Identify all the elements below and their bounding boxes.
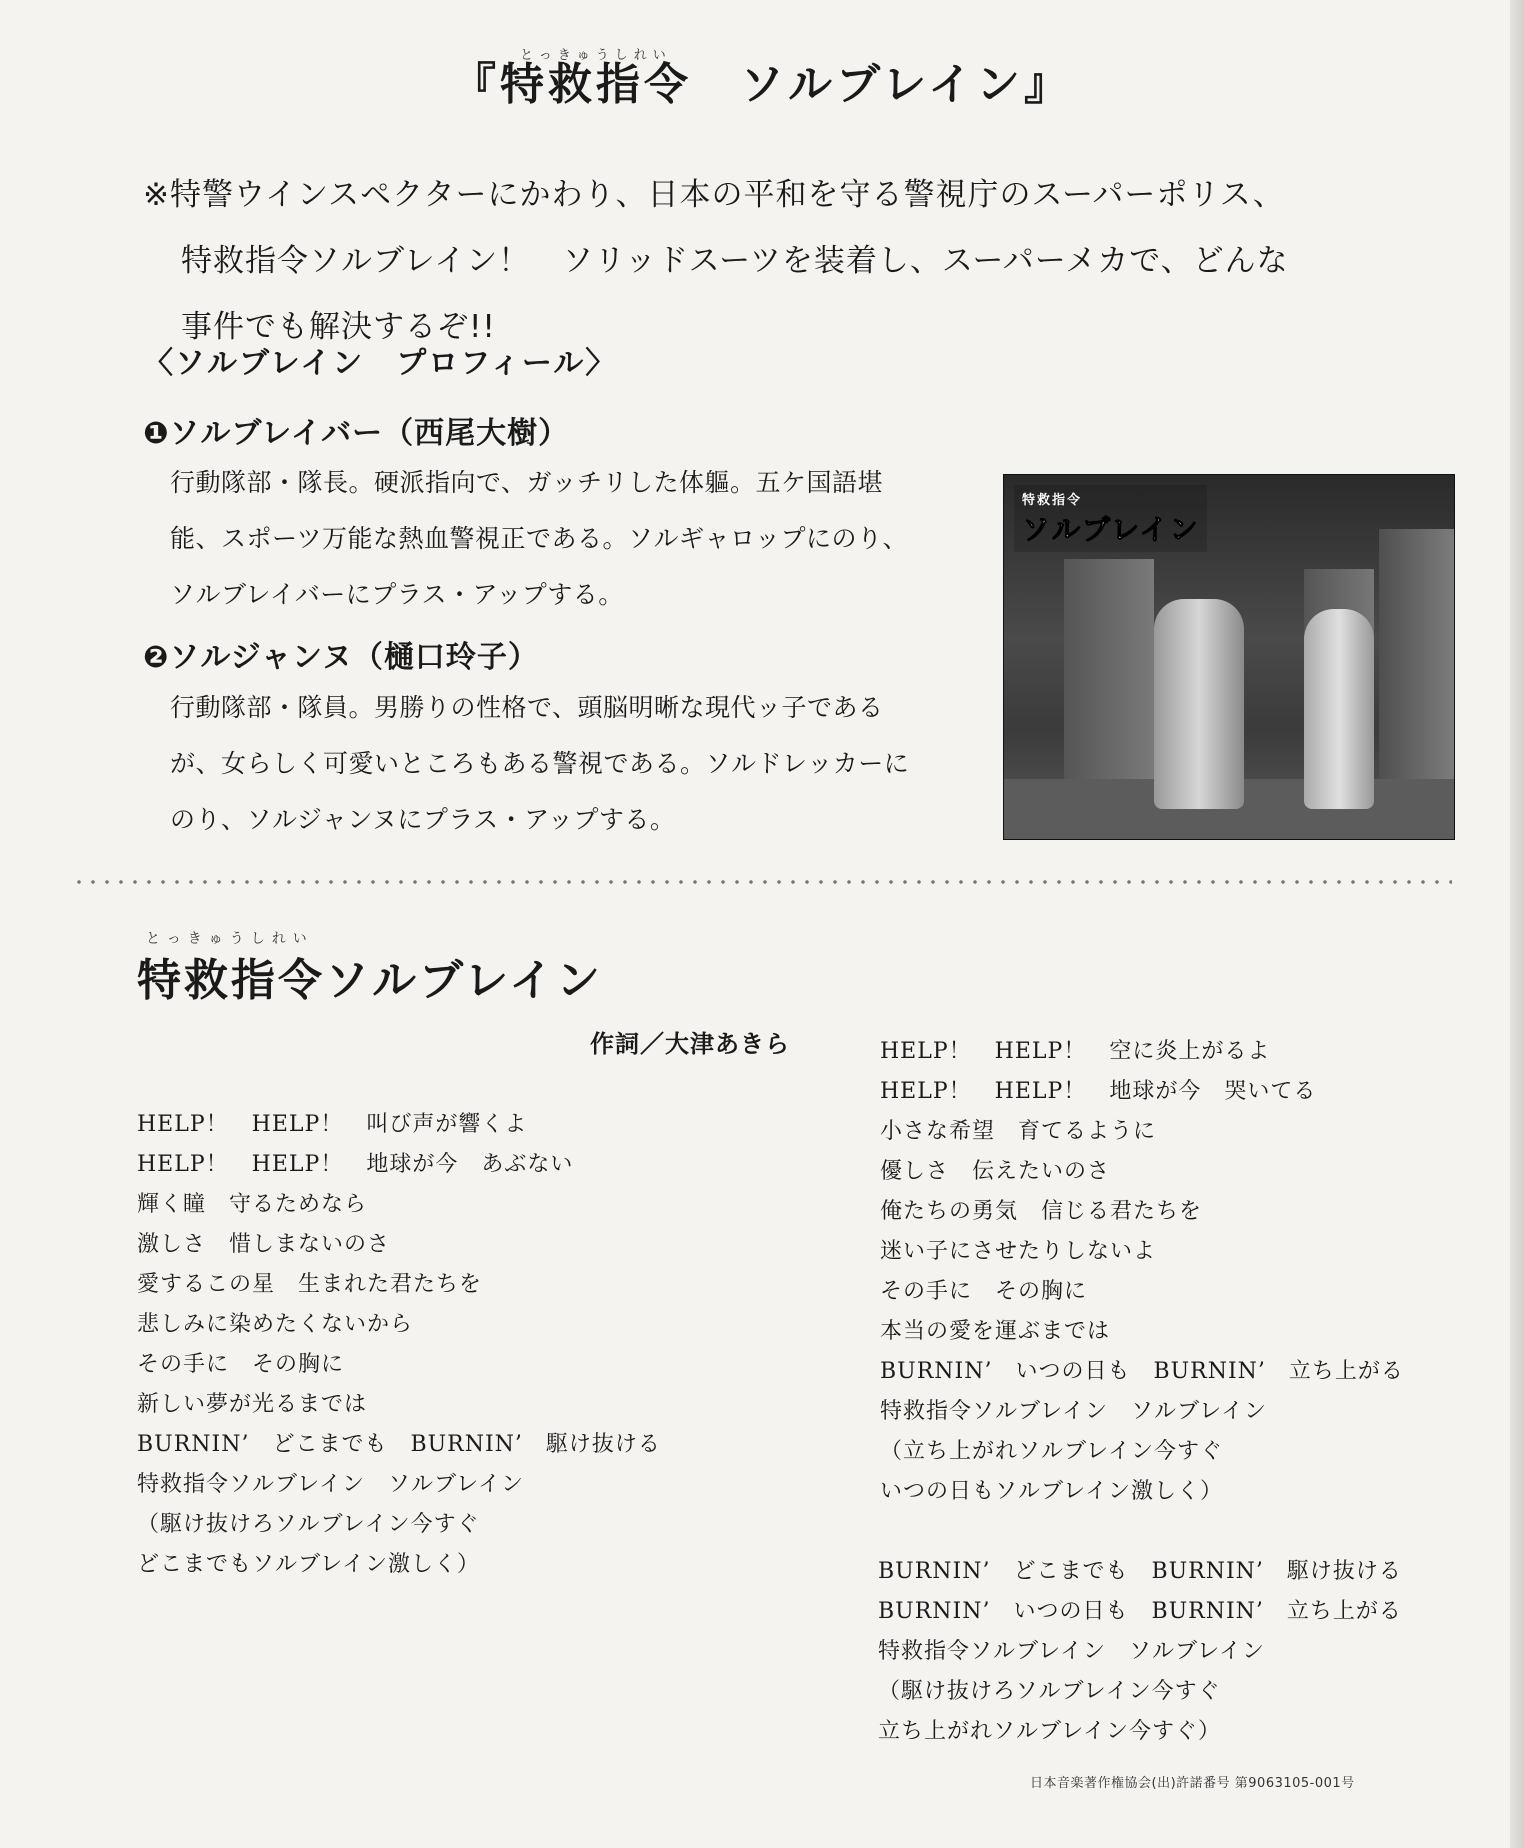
- profile-heading: 〈ソルブレイン プロフィール〉: [143, 346, 618, 381]
- photo-logo-small: 特救指令: [1022, 493, 1083, 508]
- desc-line: のり、ソルジャンヌにプラス・アップする。: [170, 805, 676, 834]
- lyric-line: HELP！ HELP！ 叫び声が響くよ: [137, 1112, 528, 1137]
- page-title: 『特救指令 ソルブレイン』: [451, 59, 1073, 110]
- lyric-line: 激しさ 惜しまないのさ: [137, 1232, 391, 1257]
- lyric-line: BURNIN’ いつの日も BURNIN’ 立ち上がる: [878, 1599, 1402, 1624]
- lyric-line: （駆け抜けろソルブレイン今すぐ: [878, 1679, 1221, 1704]
- intro-line-3: 事件でも解決するぞ!!: [181, 309, 496, 345]
- lyrics-verse-2: [880, 1032, 1404, 1512]
- lyric-line: 悲しみに染めたくないから: [137, 1312, 414, 1337]
- page-edge: [1510, 0, 1524, 1848]
- desc-line: 行動隊部・隊長。硬派指向で、ガッチリした体軀。五ケ国語堪: [170, 468, 884, 497]
- photo-logo: [1014, 485, 1207, 552]
- intro-line-2: 特救指令ソルブレイン！ ソリッドスーツを装着し、スーパーメカで、どんな: [181, 243, 1289, 279]
- title-ruby: とっきゅうしれい: [520, 48, 672, 63]
- lyric-line: 特救指令ソルブレイン ソルブレイン: [878, 1639, 1266, 1664]
- heroes-photo: [1003, 474, 1455, 840]
- photo-building: [1064, 559, 1154, 779]
- lyric-line: 優しさ 伝えたいのさ: [880, 1159, 1111, 1184]
- intro-line-1: ※特警ウインスペクターにかわり、日本の平和を守る警視庁のスーパーポリス、: [143, 177, 1285, 213]
- lyric-line: BURNIN’ どこまでも BURNIN’ 駆け抜ける: [878, 1559, 1402, 1584]
- lyric-line: HELP！ HELP！ 地球が今 あぶない: [137, 1152, 574, 1177]
- desc-line: 能、スポーツ万能な熱血警視正である。ソルギャロップにのり、: [170, 524, 909, 553]
- lyric-line: 特救指令ソルブレイン ソルブレイン: [880, 1399, 1268, 1424]
- desc-line: が、女らしく可愛いところもある警視である。ソルドレッカーに: [170, 749, 910, 778]
- lyric-line: 俺たちの勇気 信じる君たちを: [880, 1199, 1203, 1224]
- lyricist-credit: 作詞／大津あきら: [590, 1030, 790, 1058]
- photo-building: [1379, 529, 1454, 779]
- desc-line: ソルブレイバーにプラス・アップする。: [170, 580, 624, 609]
- character-desc-jeanne: [170, 680, 950, 848]
- lyric-line: その手に その胸に: [880, 1279, 1088, 1304]
- photo-logo-text: ソルブレイン: [1022, 513, 1200, 546]
- lyric-line: 小さな希望 育てるように: [880, 1119, 1157, 1144]
- lyric-line: 立ち上がれソルブレイン今すぐ）: [878, 1719, 1222, 1744]
- photo-hero-jeanne: [1304, 609, 1374, 809]
- character-desc-braver: [170, 455, 950, 623]
- lyrics-verse-3: [878, 1552, 1402, 1752]
- lyric-line: 愛するこの星 生まれた君たちを: [137, 1272, 483, 1297]
- lyric-line: 新しい夢が光るまでは: [137, 1392, 368, 1417]
- lyric-line: どこまでもソルブレイン激しく）: [137, 1552, 481, 1577]
- lyric-line: BURNIN’ どこまでも BURNIN’ 駆け抜ける: [137, 1432, 661, 1457]
- lyric-line: 本当の愛を運ぶまでは: [880, 1319, 1111, 1344]
- lyric-line: 迷い子にさせたりしないよ: [880, 1239, 1157, 1264]
- photo-hero-braver: [1154, 599, 1244, 809]
- lyric-line: いつの日もソルブレイン激しく）: [880, 1479, 1224, 1504]
- dotted-divider: [72, 878, 1452, 886]
- song-title-ruby: とっきゅうしれい: [146, 931, 314, 947]
- character-name-braver: ❶ソルブレイバー（西尾大樹）: [143, 416, 570, 451]
- lyrics-verse-1: [137, 1105, 661, 1585]
- character-name-jeanne: ❷ソルジャンヌ（樋口玲子）: [143, 640, 539, 675]
- lyric-line: 特救指令ソルブレイン ソルブレイン: [137, 1472, 525, 1497]
- lyric-line: 輝く瞳 守るためなら: [137, 1192, 368, 1217]
- lyric-line: HELP！ HELP！ 地球が今 哭いてる: [880, 1079, 1317, 1104]
- copyright-notice: 日本音楽著作権協会(出)許諾番号 第9063105-001号: [1030, 1776, 1355, 1791]
- lyric-line: その手に その胸に: [137, 1352, 345, 1377]
- song-title: 特救指令ソルブレイン: [137, 955, 604, 1006]
- lyric-line: HELP！ HELP！ 空に炎上がるよ: [880, 1039, 1271, 1064]
- lyric-line: （立ち上がれソルブレイン今すぐ: [880, 1439, 1224, 1464]
- lyric-line: BURNIN’ いつの日も BURNIN’ 立ち上がる: [880, 1359, 1404, 1384]
- lyric-line: （駆け抜けろソルブレイン今すぐ: [137, 1512, 480, 1537]
- desc-line: 行動隊部・隊員。男勝りの性格で、頭脳明晰な現代ッ子である: [170, 693, 884, 722]
- intro-text: [143, 162, 1443, 360]
